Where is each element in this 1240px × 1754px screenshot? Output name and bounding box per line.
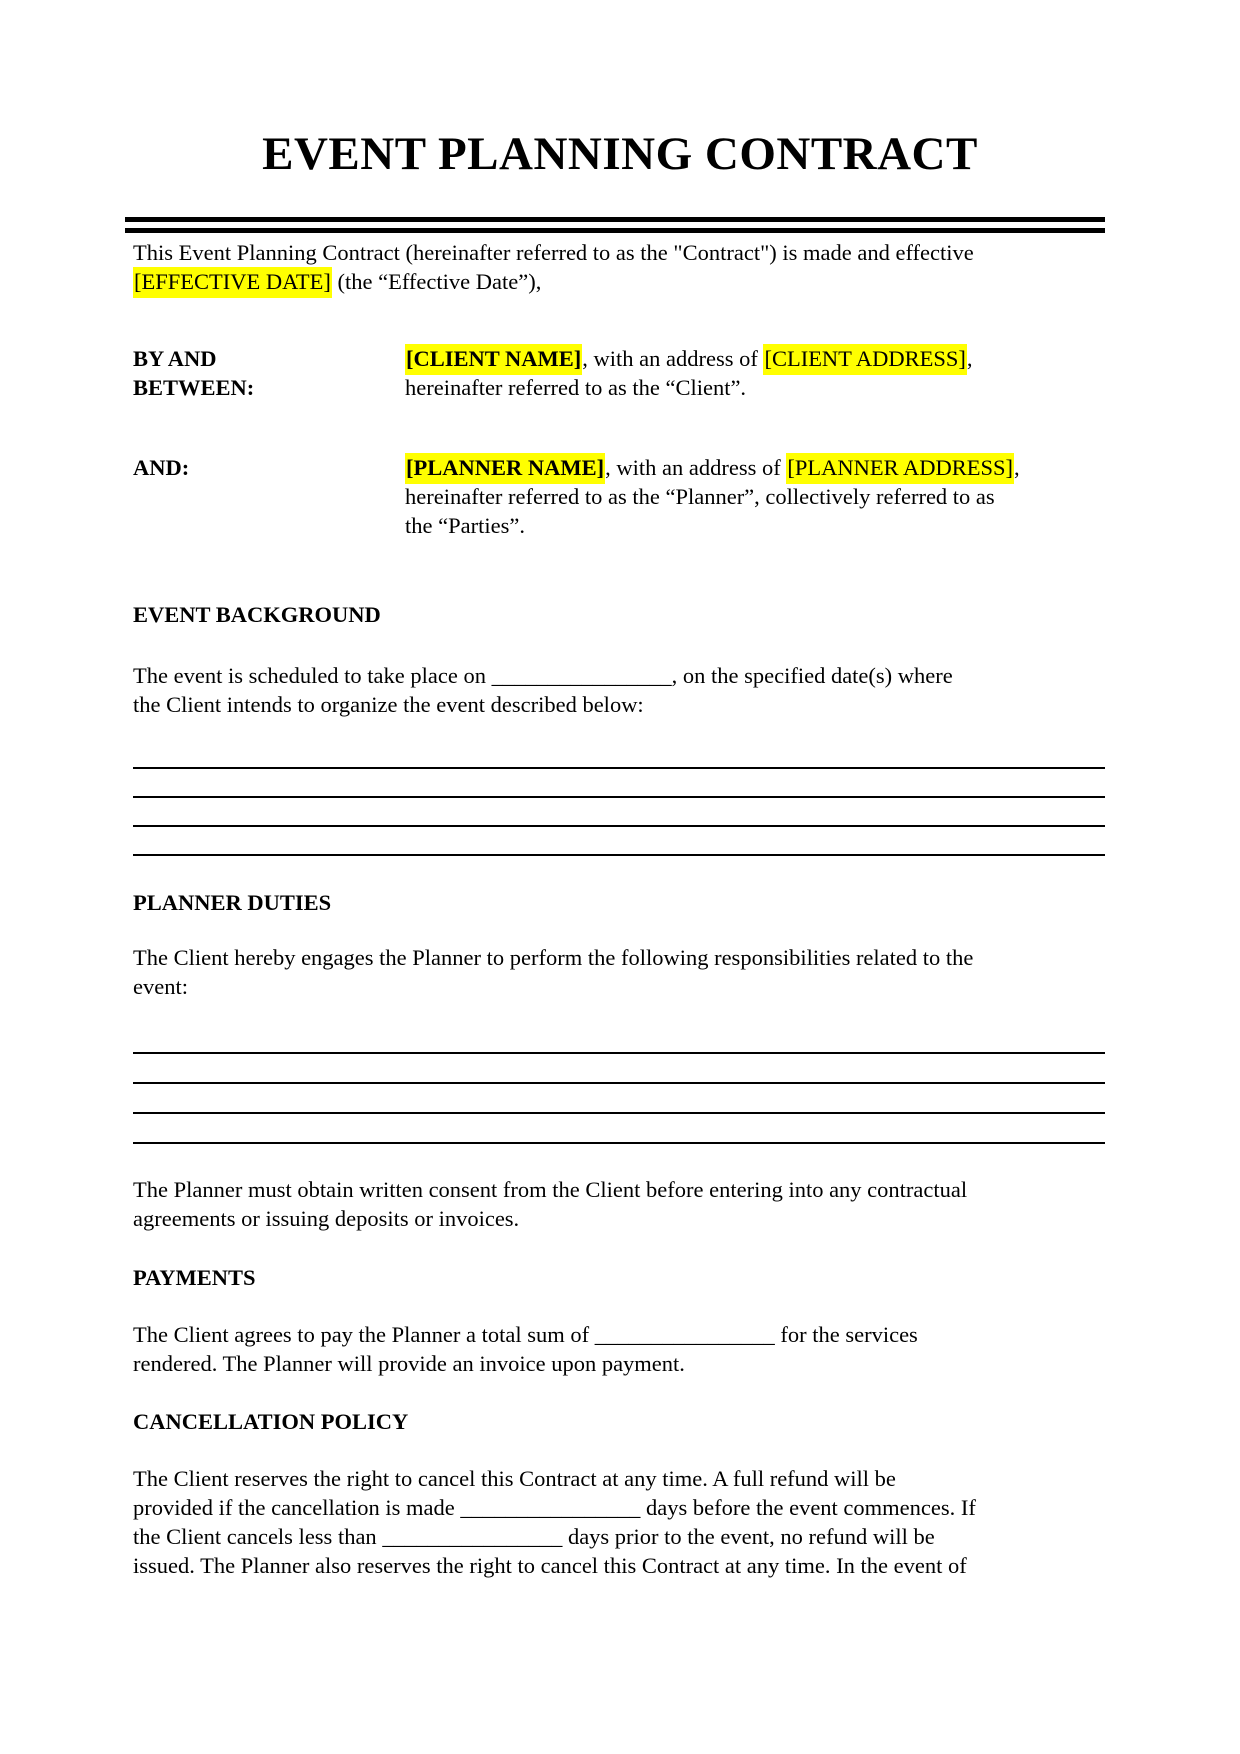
event-background-line-1 <box>133 661 1105 690</box>
client-line-2: hereinafter referred to as the “Client”. <box>405 375 747 400</box>
planner-line-2: hereinafter referred to as the “Planner”, collectively referred to as <box>405 484 995 509</box>
cancellation-line-1: The Client reserves the right to cancel this Contract at any time. A full refund will be <box>133 1466 896 1491</box>
label-line-1: BY AND <box>133 346 217 371</box>
cancel-pre: provided if the cancellation is made <box>133 1495 461 1520</box>
client-line-mid: , with an address of <box>582 346 764 371</box>
event-date-blank: ________________ <box>491 663 672 688</box>
and-label <box>133 453 405 540</box>
effective-date-placeholder: [EFFECTIVE DATE] <box>133 267 332 298</box>
client-address-placeholder: [CLIENT ADDRESS] <box>763 344 966 375</box>
intro-line-2 <box>133 267 1105 296</box>
consent-line-2: agreements or issuing deposits or invoices. <box>133 1206 520 1231</box>
pay-pre: The Client agrees to pay the Planner a total sum of <box>133 1322 595 1347</box>
cancel-pre-2: the Client cancels less than <box>133 1524 383 1549</box>
cancel-days-blank-2: ________________ <box>382 1524 563 1549</box>
client-line-end: , <box>966 346 973 371</box>
planner-line-end: , <box>1013 455 1020 480</box>
client-line-1 <box>405 344 1105 373</box>
title-double-rule <box>125 217 1105 233</box>
duties-write-lines <box>133 1024 1105 1144</box>
event-description-write-lines <box>133 740 1105 856</box>
planner-line-3: the “Parties”. <box>405 513 525 538</box>
by-and-between-label <box>133 344 405 402</box>
pay-post: for the services <box>774 1322 918 1347</box>
planner-name-placeholder: [PLANNER NAME] <box>405 453 605 484</box>
payment-sum-blank: ________________ <box>594 1322 775 1347</box>
planner-consent-paragraph <box>133 1175 1105 1233</box>
planner-duties-line-1: The Client hereby engages the Planner to perform the following responsibilities related to the <box>133 945 974 970</box>
write-line <box>133 798 1105 827</box>
and-row <box>133 453 1105 540</box>
client-name-placeholder: [CLIENT NAME] <box>405 344 582 375</box>
planner-line-1 <box>405 453 1105 482</box>
planner-address-placeholder: [PLANNER ADDRESS] <box>786 453 1014 484</box>
event-background-paragraph <box>133 661 1105 719</box>
event-background-heading: EVENT BACKGROUND <box>133 602 381 627</box>
write-line <box>133 1114 1105 1144</box>
intro-paragraph <box>133 238 1105 296</box>
write-line <box>133 740 1105 769</box>
eb-post: , on the specified date(s) where <box>671 663 953 688</box>
planner-party-text <box>405 453 1105 540</box>
payments-paragraph <box>133 1320 1105 1378</box>
payments-line-2: rendered. The Planner will provide an invoice upon payment. <box>133 1351 685 1376</box>
label-line-1: AND: <box>133 455 190 480</box>
planner-duties-paragraph <box>133 943 1105 1001</box>
cancellation-policy-paragraph <box>133 1464 1105 1580</box>
planner-line-mid: , with an address of <box>605 455 787 480</box>
cancellation-line-2 <box>133 1493 1105 1522</box>
write-line <box>133 1054 1105 1084</box>
client-party-text <box>405 344 1105 402</box>
cancellation-policy-heading: CANCELLATION POLICY <box>133 1409 409 1434</box>
cancellation-line-3 <box>133 1522 1105 1551</box>
intro-line-2-rest: (the “Effective Date”), <box>331 269 542 294</box>
consent-line-1: The Planner must obtain written consent from the Client before entering into any contractual <box>133 1177 968 1202</box>
write-line <box>133 769 1105 798</box>
write-line <box>133 1084 1105 1114</box>
page-title: EVENT PLANNING CONTRACT <box>262 128 978 180</box>
payments-line-1 <box>133 1320 1105 1349</box>
event-background-line-2: the Client intends to organize the event described below: <box>133 692 644 717</box>
by-and-between-row <box>133 344 1105 402</box>
write-line <box>133 1024 1105 1054</box>
intro-line-1: This Event Planning Contract (hereinafter referred to as the "Contract") is made and effective <box>133 240 974 265</box>
cancel-post-2: days prior to the event, no refund will be <box>562 1524 935 1549</box>
planner-duties-heading: PLANNER DUTIES <box>133 890 332 915</box>
payments-heading: PAYMENTS <box>133 1265 256 1290</box>
label-line-2: BETWEEN: <box>133 375 255 400</box>
cancel-days-blank-1: ________________ <box>460 1495 641 1520</box>
cancellation-line-4: issued. The Planner also reserves the right to cancel this Contract at any time. In the event of <box>133 1553 967 1578</box>
cancel-post: days before the event commences. If <box>640 1495 976 1520</box>
write-line <box>133 827 1105 856</box>
planner-duties-line-2: event: <box>133 974 188 999</box>
eb-pre: The event is scheduled to take place on <box>133 663 492 688</box>
